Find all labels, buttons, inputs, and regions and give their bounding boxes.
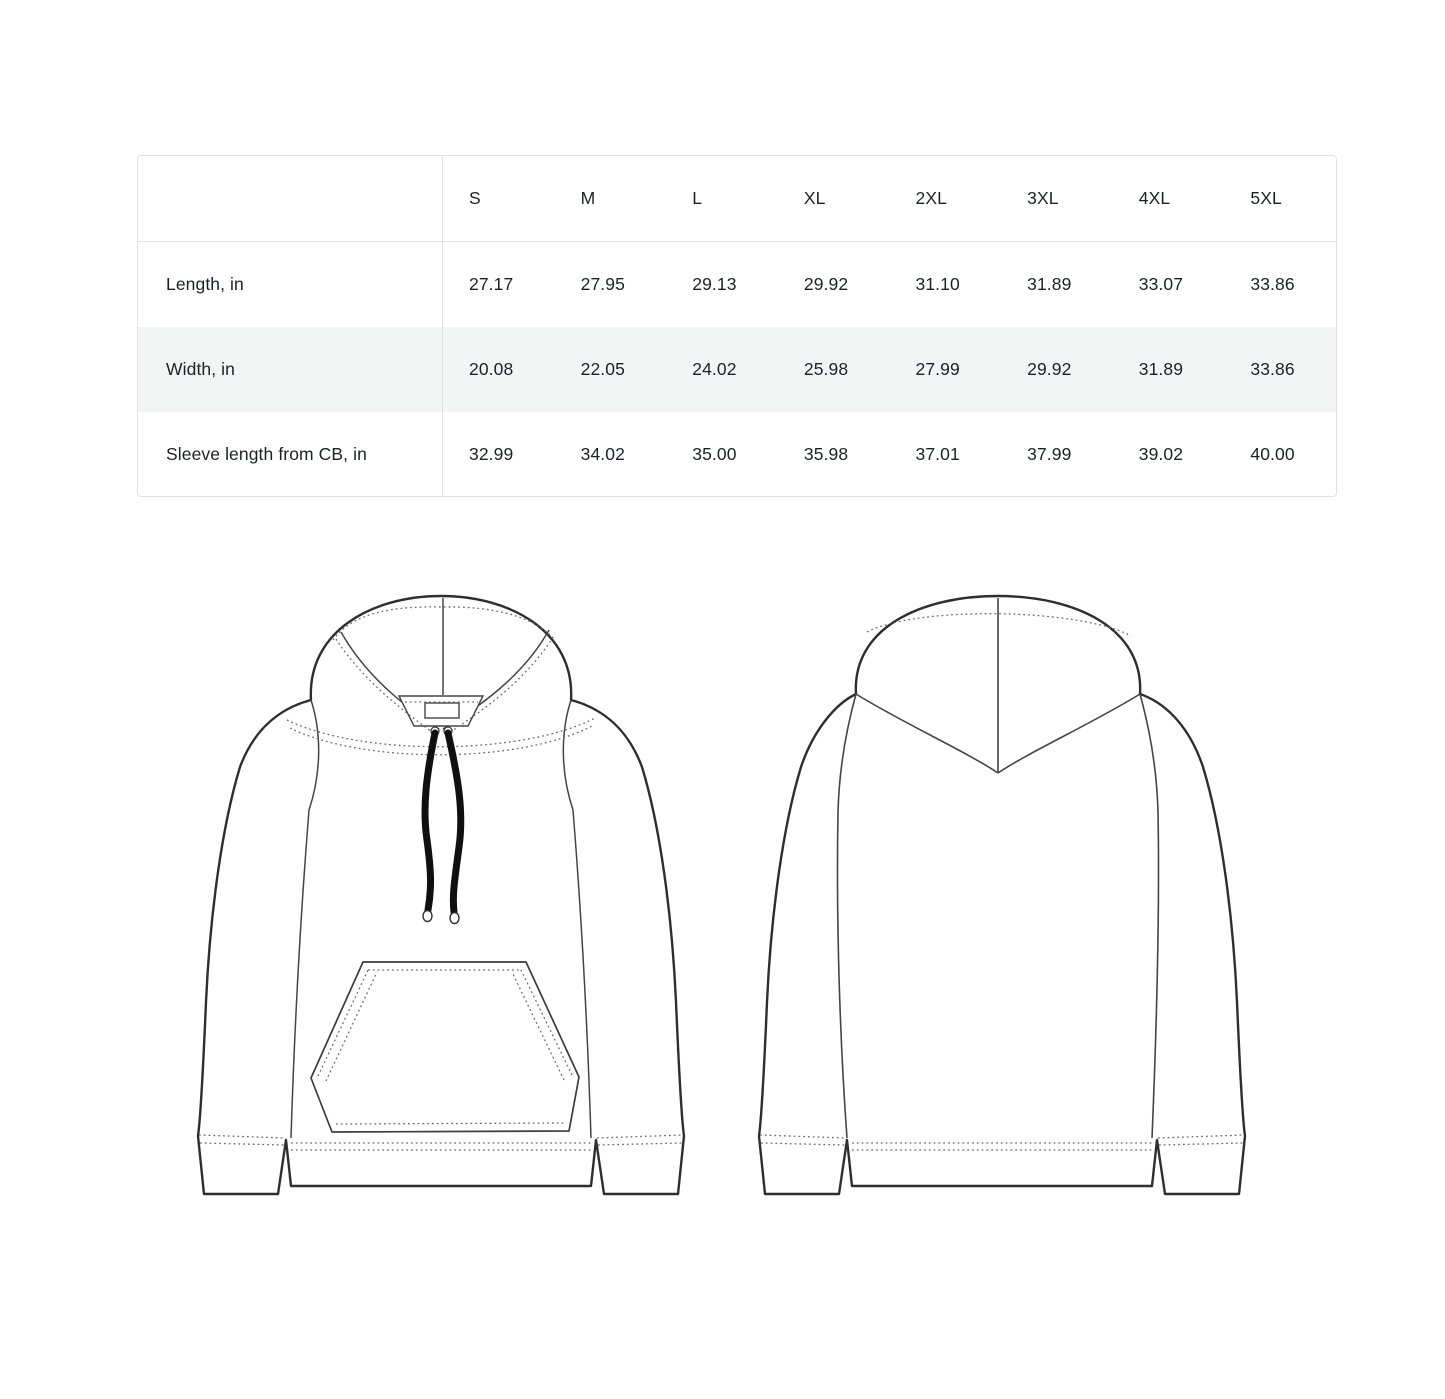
size-value-cell: 35.00 — [692, 443, 737, 464]
size-chart-table — [137, 155, 1337, 497]
size-value-cell: 33.86 — [1250, 274, 1295, 294]
size-value-cell: 37.01 — [915, 443, 960, 464]
corner-cell — [138, 156, 443, 242]
size-value-cell: 27.17 — [469, 274, 514, 294]
size-value-cell: 32.99 — [469, 443, 514, 464]
size-value-cell: 27.95 — [580, 274, 625, 294]
size-value-cell: 22.05 — [555, 327, 667, 412]
column-header: XL — [778, 156, 890, 242]
size-value-cell: 29.13 — [692, 274, 737, 294]
column-header: 4XL — [1113, 156, 1225, 242]
size-value-cell: 31.10 — [915, 274, 960, 294]
size-value-cell: 25.98 — [778, 327, 890, 412]
column-header: M — [555, 156, 667, 242]
size-value-cell: 29.92 — [1001, 327, 1113, 412]
size-value-cell: 24.02 — [666, 327, 778, 412]
row-label: Sleeve length from CB, in — [138, 412, 443, 496]
row-label: Length, in — [138, 242, 443, 327]
size-value-cell: 27.99 — [890, 327, 1002, 412]
column-header: 5XL — [1224, 156, 1336, 242]
size-value-cell: 33.07 — [1138, 274, 1184, 294]
column-header: L — [666, 156, 778, 242]
size-value-cell: 35.98 — [803, 443, 849, 464]
column-header: 2XL — [890, 156, 1002, 242]
size-value-cell: 34.02 — [580, 443, 625, 464]
size-value-cell: 37.99 — [1027, 443, 1072, 464]
back-garment-outline — [759, 596, 1245, 1194]
column-header: S — [443, 156, 555, 242]
size-value-cell: 40.00 — [1250, 443, 1295, 464]
neck-label — [425, 703, 459, 718]
size-value-cell: 31.89 — [1113, 327, 1225, 412]
hoodie-front-drawing — [181, 582, 701, 1222]
size-value-cell: 31.89 — [1027, 274, 1072, 294]
size-value-cell: 29.92 — [803, 274, 849, 294]
row-label: Width, in — [138, 327, 443, 412]
hoodie-back-drawing — [741, 582, 1261, 1222]
column-header: 3XL — [1001, 156, 1113, 242]
size-value-cell: 33.86 — [1224, 327, 1336, 412]
size-value-cell: 20.08 — [443, 327, 555, 412]
size-value-cell: 39.02 — [1138, 443, 1184, 464]
